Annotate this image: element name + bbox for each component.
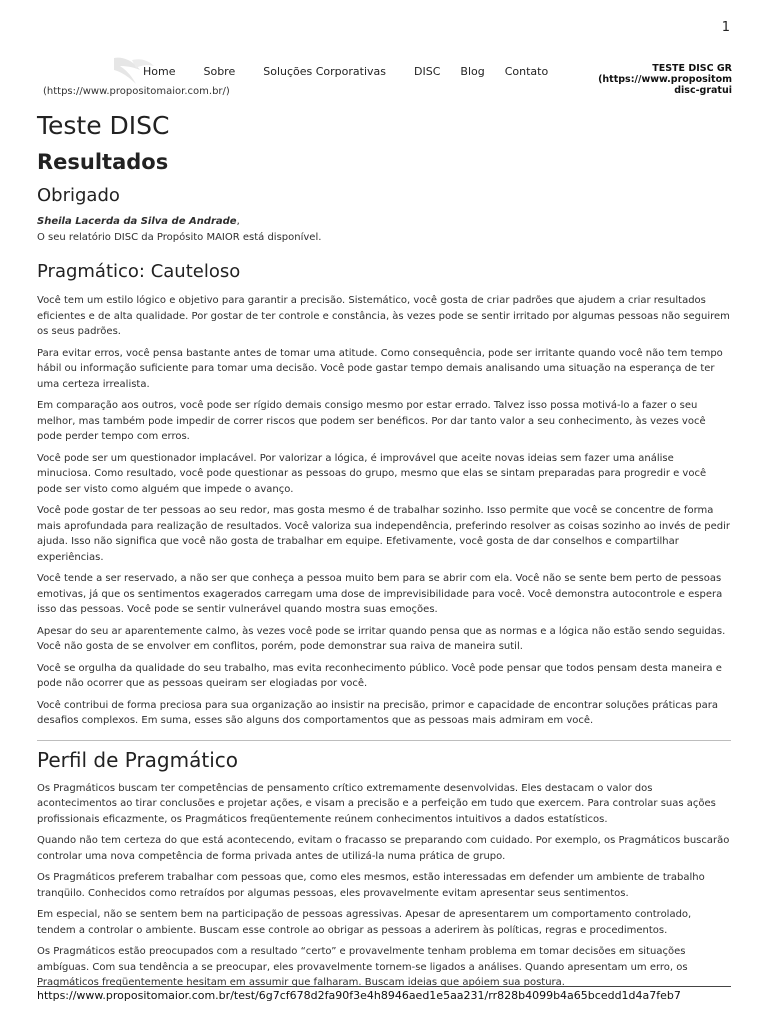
perfil-paragraph: Os Pragmáticos preferem trabalhar com pessoas que, como eles mesmos, estão interessadas em defender um ambiente de trabalho tranqüilo. Conhecidos como retraídos por algumas pessoas, eles provavelmente evitam apresentar seus sentimentos. [37,872,705,899]
footer-url: https://www.propositomaior.com.br/test/6g7cf678d2fa90f3e4h8946aed1e5aa231/rr828b4099b4a65bcedd1d4a7feb7 [37,989,681,1002]
perfil-paragraph: Os Pragmáticos buscam ter competências de pensamento crítico extremamente desenvolvidas. Eles destacam o valor dos acontecimentos ao tirar conclusões e projetar ações, e visam a precisão e a perfeição em tudo que exercem. Para controlar suas ações profissionais eficazmente, os Pragmáticos freqüentemente reúnem conhecimentos intuitivos a dados estatísticos. [37,782,716,825]
report-available-text: O seu relatório DISC da Propósito MAIOR está disponível. [37,231,322,243]
main-nav [143,65,576,78]
perfil-paragraph: Quando não tem certeza do que está acontecendo, evitam o fracasso se preparando com cuidado. Por exemplo, os Pragmáticos buscarão controlar uma nova competência de forma privada antes de utilizá-la numa prática de grupo. [37,835,730,862]
profile-paragraph: Você tem um estilo lógico e objetivo para garantir a precisão. Sistemático, você gosta de criar padrões que ajudem a criar resultados eficientes e de alta qualidade. Por gostar de ter controle e constância, às vezes pode se sentir irritado por algumas pessoas não seguirem os seus padrões. [37,295,730,337]
name-suffix: , [236,216,240,227]
profile-paragraph: Você pode gostar de ter pessoas ao seu redor, mas gosta mesmo é de trabalhar sozinho. Isso permite que você se concentre de forma mais aprofundada para realização de resultados. Você valoriza sua independência, preferindo resolver as coisas sozinho ao invés de pedir ajuda. Isso não significa que você não gosta de trabalhar em equipe. Efetivamente, você gosta de dar conselhos e compartilhar experiências. [37,505,731,563]
nav-sobre[interactable]: Sobre [203,65,236,78]
section-divider [37,740,731,741]
perfil-paragraph: Em especial, não se sentem bem na participação de pessoas agressivas. Apesar de apresentarem um comportamento controlado, tendem a controlar o ambiente. Buscam esse controle ao obrigar as pessoas a aderirem às políticas, regras e procedimentos. [37,909,692,936]
profile-paragraph: Você se orgulha da qualidade do seu trabalho, mas evita reconhecimento público. Você pode pensar que todos pensam desta maneira e pode não ocorrer que as pessoas queiram ser elogiadas por você. [37,662,722,689]
perfil-heading: Perfil de Pragmático [37,747,238,772]
page-title: Teste DISC [37,111,170,140]
intro-paragraph [37,214,731,245]
perfil-paragraph: Os Pragmáticos estão preocupados com a resultado “certo” e provavelmente tenham problema em tomar decisões em situações ambíguas. Com sua tendência a se preocupar, eles provavelmente tornem-se ligados a análises. Quando apresentam um erro, os Pragmáticos freqüentemente hesitam em assumir que falharam. Buscam ideias que apóiem sua postura. [37,946,688,988]
nav-disc[interactable]: DISC [414,65,441,78]
cta-line: TESTE DISC GR [652,63,732,74]
profile-paragraph: Você tende a ser reservado, a não ser que conheça a pessoa muito bem para se abrir com ela. Você não se sente bem perto de pessoas emotivas, já que os sentimentos exagerados carregam uma dose de imprevisibilidade para você. Você demonstra autocontrole e espera isso das pessoas. Você pode se sentir vulnerável quando mostra suas emoções. [37,573,723,615]
footer-rule [37,986,731,987]
teste-disc-gratis-link[interactable] [582,63,732,96]
profile-paragraph: Para evitar erros, você pensa bastante antes de tomar uma atitude. Como consequência, pode ser irritante quando você não tem tempo hábil ou informação suficiente para tomar uma decisão. Você pode gastar tempo demais analisando uma situação na esperança de ter uma certeza irrealista. [37,347,723,390]
cta-line: disc-gratui [674,85,732,96]
profile-paragraph: Em comparação aos outros, você pode ser rígido demais consigo mesmo por estar errado. Talvez isso possa motivá-lo a fazer o seu melhor, mas também pode impedir de correr riscos que podem ser benéficos. Por dar tanto valor a seu conhecimento, às vezes você pode perder tempo com erros. [37,400,706,442]
nav-solucoes-corporativas[interactable]: Soluções Corporativas [263,65,387,78]
profile-heading: Pragmático: Cauteloso [37,261,241,282]
nav-contato[interactable]: Contato [504,65,549,78]
nav-home[interactable]: Home [143,65,176,78]
site-url-link[interactable]: (https://www.propositomaior.com.br/) [43,86,230,97]
profile-paragraph: Você pode ser um questionador implacável. Por valorizar a lógica, é improvável que aceite novas ideias sem fazer uma análise minuciosa. Como resultado, você pode questionar as pessoas do grupo, mesmo que elas se sintam preparadas para progredir e você pode ser visto como alguém que impede o avanço. [37,452,707,495]
report-content [37,108,731,997]
thanks-heading: Obrigado [37,185,120,206]
profile-paragraph: Você contribui de forma preciosa para sua organização ao insistir na precisão, primor e capacidade de encontrar soluções práticas para desafios complexos. Em suma, esses são alguns dos comportamentos que as pessoas mais admiram em você. [37,699,719,726]
page-number: 1 [721,20,730,35]
results-heading: Resultados [37,150,169,174]
cta-line: (https://www.propositom [598,74,732,85]
nav-blog[interactable]: Blog [460,65,485,78]
user-name: Sheila Lacerda da Silva de Andrade [37,216,237,227]
profile-paragraph: Apesar do seu ar aparentemente calmo, às vezes você pode se irritar quando pensa que as normas e a lógica não estão sendo seguidas. Você não gosta de se envolver em conflitos, porém, pode demonstrar sua raiva de maneira sutil. [37,625,726,652]
